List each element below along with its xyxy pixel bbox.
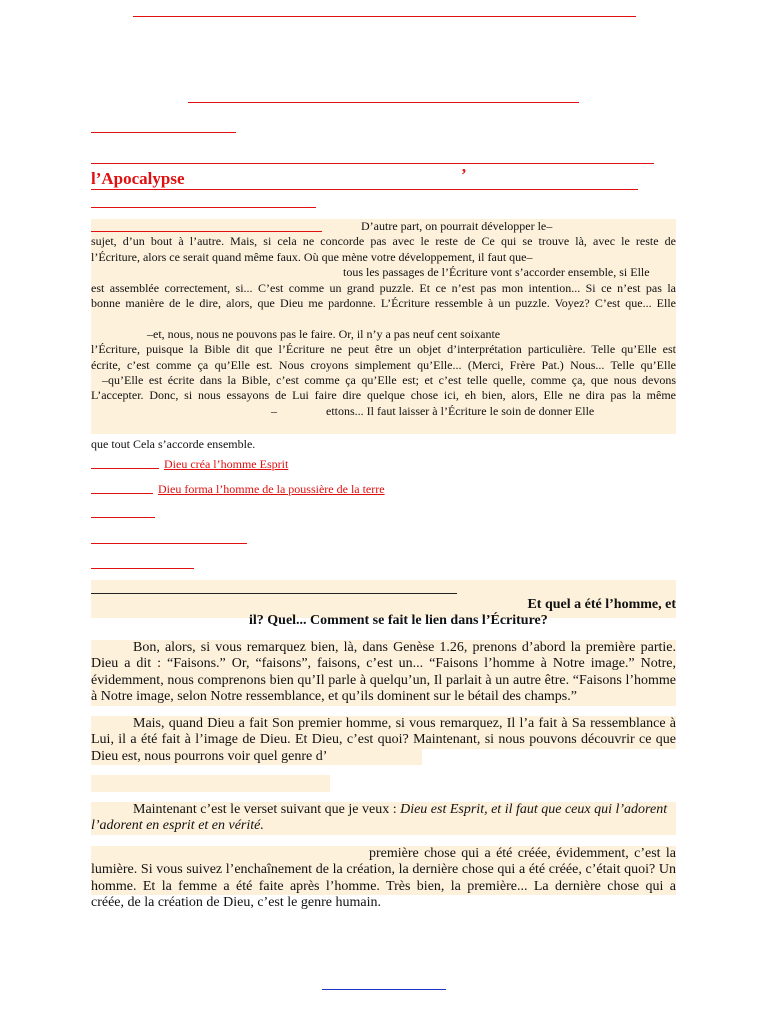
paragraph-5 [91,846,676,912]
p1-line: D’autre part, on pourrait développer le– [361,219,553,233]
p2-line: à Notre image, selon Notre ressemblance, et qu’ils dominent sur le bétail des champs.” [91,689,676,705]
paragraph-2 [91,640,676,706]
title-heading [91,165,638,190]
p4-lead: Maintenant c’est le verset suivant que je veux : [133,802,401,817]
p1-line: L’accepter. Donc, si nous essayons de Lui faire dire quelque chose ici, eh bien, alors, Elle ne dira pas la même [91,388,676,403]
p5-line: homme. Et la femme a été faite après l’homme. Très bien, la première... La dernière chose qui a [91,878,676,894]
p1-line: bonne manière de le dire, alors, que Dieu me pardonne. L’Écriture ressemble à un puzzle. Voyez? C’est que... Elle [91,295,676,310]
subtitle-red-rule [91,207,316,208]
p3-line: Lui, il a été fait à l’image de Dieu. Et Dieu, c’est quoi? Maintenant, si nous pouvons découvrir ce que [91,732,676,748]
p4-italic: Dieu est Esprit, et il faut que ceux qui l’adorent [400,802,668,817]
title-text: l’Apocalypse [91,169,185,188]
p5-line: première chose qui a été créée, évidemment, c’est la [369,846,676,861]
p1-line: –et, nous, nous ne pouvons pas le faire. Or, il n’y a pas neuf cent soixante [147,326,501,341]
paragraph-1 [91,219,676,453]
p1-line: – [271,403,277,418]
p3-line: Mais, quand Dieu a fait Son premier homme, si vous remarquez, Il l’a fait à Sa ressemblance à [91,716,676,732]
question-line-2: il? Quel... Comment se fait le lien dans l’Écriture? [249,613,548,628]
fourth-red-rule [91,163,654,164]
highlight-empty [91,775,330,792]
p1-line: que tout Cela s’accorde ensemble. [91,437,256,452]
p1-line: –qu’Elle est écrite dans la Bible, c’est comme ça qu’Elle est; et c’est telle quelle, comme ça, que nous devons [102,372,676,387]
p2-line: évidemment, nous comprenons bien qu’Il parle à quelqu’un, Il parlait à un autre être. “Faisons l’homme [91,672,676,688]
p4-italic: l’adorent en esprit et en vérité. [91,818,264,834]
title-apostrophe: ’ [461,165,467,184]
p1-line: ettons... Il faut laisser à l’Écriture le soin de donner Elle [326,403,595,418]
third-red-rule [91,132,236,133]
red-rule-c [91,568,194,569]
black-rule [91,593,457,594]
paragraph-3 [91,716,676,765]
p1-line: l’Écriture, puisque la Bible dit que l’Écriture ne peut être un objet d’interprétation particulière. Telle qu’Elle est [91,342,676,357]
red-rule-b [91,543,247,544]
p2-line: Dieu a dit : “Faisons.” Or, “faisons”, faisons, c’est un... “Faisons l’homme à Notre image.” Notre, [91,656,676,672]
question-line-1: Et quel a été l’homme, et [527,597,676,612]
link-dieu-crea[interactable]: Dieu créa l’homme Esprit [164,457,289,471]
p1-line: tous les passages de l’Écriture vont s’accorder ensemble, si Elle [343,265,650,280]
p5-line: créée, de la création de Dieu, c’est le genre humain. [91,895,381,911]
p1-line: est assemblée correctement, si... C’est comme un grand puzzle. Et ce n’est pas mon intention... Si ce n’est pas la [91,280,676,295]
second-red-rule [188,102,579,103]
p1-line: l’Écriture, alors ce serait quand même faux. Où que mène votre développement, il faut que– [91,250,676,265]
red-rule-a [91,517,155,518]
p1-line: écrite, c’est comme ça qu’Elle est. Nous croyons simplement qu’Elle... (Merci, Frère Pat.) Nous... Telle qu’Elle [91,357,676,372]
paragraph-4 [91,802,676,835]
top-red-rule [133,16,636,17]
p3-line: Dieu est, nous pourrons voir quel genre d’ [91,749,422,765]
link-dieu-forma[interactable]: Dieu forma l’homme de la poussière de la terre [158,482,385,496]
p2-line: Bon, alors, si vous remarquez bien, là, dans Genèse 1.26, prenons d’abord la première partie. [91,640,676,656]
footer-link[interactable] [322,989,446,990]
p5-line: lumière. Si vous suivez l’enchaînement de la création, la dernière chose qui a été créée, c’était quoi? Un [91,862,676,878]
p1-line: sujet, d’un bout à l’autre. Mais, si cela ne concorde pas avec le reste de Ce qui se trouve là, avec le reste de [91,234,676,249]
